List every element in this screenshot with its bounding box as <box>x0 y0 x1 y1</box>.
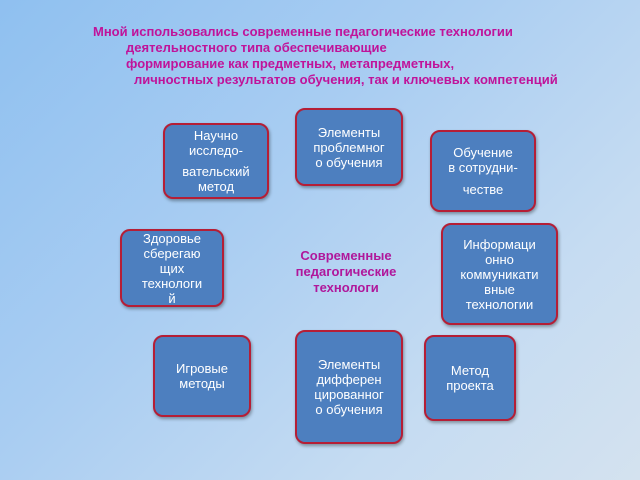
box-text-line: вные <box>484 281 515 297</box>
box-text-line: сберегаю <box>143 246 201 261</box>
box-text-line: Игровые <box>175 361 229 376</box>
heading-line-2: деятельностного типа обеспечивающие <box>126 40 387 55</box>
box-text-line: Здоровье <box>142 231 202 246</box>
box-text-line: исследо- <box>189 143 243 158</box>
game-methods-box <box>153 335 251 417</box>
box-text-line: онно <box>485 251 514 267</box>
heading-line-1: Мной использовались современные педагогические технологии <box>93 24 513 39</box>
box-text-line: проблемног <box>313 139 385 155</box>
box-text-line: о обучения <box>315 154 383 170</box>
box-text-line: честве <box>462 182 504 197</box>
cooperative-learning-box <box>430 130 536 212</box>
box-text-line: вательский <box>182 164 250 179</box>
problem-learning-box <box>295 108 403 186</box>
box-text-line: й <box>168 291 176 306</box>
center-label-line-2: педагогические <box>295 264 397 279</box>
center-label <box>276 248 416 296</box>
heading-line-3: формирование как предметных, метапредметных, <box>126 56 455 71</box>
box-text-line: методы <box>179 376 225 391</box>
box-text-line: Метод <box>450 363 490 378</box>
page-heading <box>0 0 640 100</box>
box-text-line: технологи <box>141 276 203 291</box>
box-text-line: метод <box>197 179 235 194</box>
heading-line-4: личностных результатов обучения, так и ключевых компетенций <box>134 72 558 87</box>
center-label-line-3: технологи <box>313 280 379 295</box>
box-text-line: Научно <box>193 128 239 143</box>
box-text-line: в сотрудни- <box>448 160 518 175</box>
research-method-box <box>163 123 269 199</box>
health-saving-box <box>120 229 224 307</box>
center-label-line-1: Современные <box>300 248 392 263</box>
box-text-line: цированног <box>314 387 384 402</box>
box-text-line: технологии <box>465 296 534 312</box>
box-text-line: коммуникати <box>460 266 539 282</box>
project-method-box <box>424 335 516 421</box>
box-text-line: дифферен <box>316 372 382 387</box>
box-text-line: Обучение <box>453 145 513 160</box>
box-text-line: проекта <box>446 378 494 393</box>
box-text-line: Элементы <box>317 124 381 140</box>
ict-technologies-box <box>441 223 558 325</box>
box-text-line: о обучения <box>315 402 383 417</box>
differentiated-learning-box <box>295 330 403 444</box>
box-text-line: Информаци <box>463 236 536 252</box>
box-text-line: щих <box>159 261 185 276</box>
box-text-line: Элементы <box>317 357 381 372</box>
